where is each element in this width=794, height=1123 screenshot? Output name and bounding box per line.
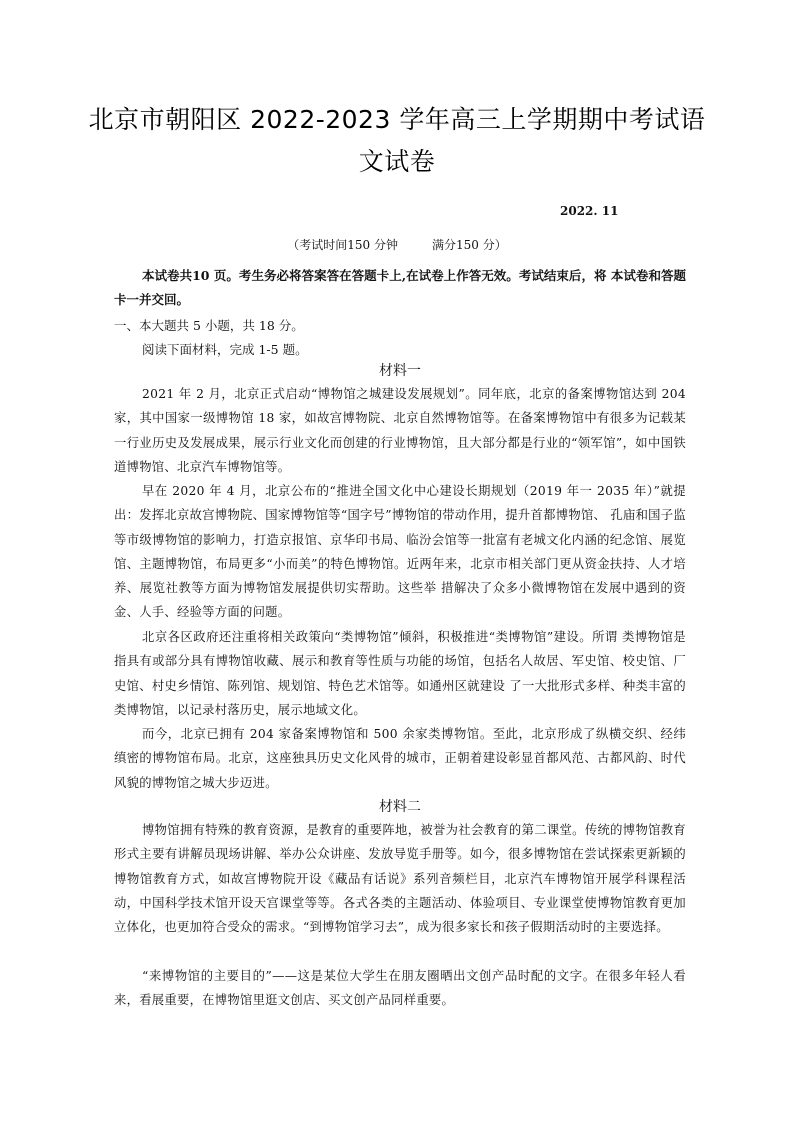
- exam-date: 2022. 11: [560, 204, 619, 218]
- exam-title-line2: 文试卷: [358, 147, 436, 176]
- material1-paragraph-4: 而今，北京已拥有 204 家备案博物馆和 500 余家类博物馆。至此，北京形成了纵横交织、经纬缜密的博物馆布局。北京，这座独具历史文化风骨的城市，正朝着建设彰显首都风范、古都风韵、时代风貌的博物馆之城大步迈进。: [114, 727, 686, 790]
- material2-paragraph-1: 博物馆拥有特殊的教育资源，是教育的重要阵地，被誉为社会教育的第二课堂。传统的博物馆教育形式主要有讲解员现场讲解、举办公众讲座、发放导览手册等。如今，很多博物馆在尝试探索更新颖的博物馆教育方式，如故宫博物院开设《藏品有话说》系列音频栏目，北京汽车博物馆开展学科课程活动，中国科学技术馆开设天宫课堂等等。各式各类的主题活动、体验项目、专业课堂使博物馆教育更加立体化，也更加符合受众的需求。“到博物馆学习去”，成为很多家长和孩子假期活动时的主要选择。: [114, 823, 686, 935]
- exam-notice: 本试卷共10 页。考生务必将答案答在答题卡上,在试卷上作答无效。考试结束后，将 本试卷和答题卡一并交回。: [114, 268, 686, 307]
- material1-paragraph-3: 北京各区政府还注重将相关政策向“类博物馆”倾斜，积极推进“类博物馆”建设。所谓 类博物馆是指具有或部分具有博物馆收藏、展示和教育等性质与功能的场馆，包括名人故居、军史馆、校史馆、厂史馆、村史乡情馆、陈列馆、规划馆、特色艺术馆等。如通州区就建设 了一大批形式多样、种类丰富的类博物馆，以记录村落历史，展示地域文化。: [114, 630, 686, 717]
- exam-time-score: [0, 236, 794, 253]
- material1-heading: 材料一: [379, 363, 421, 379]
- exam-time: （考试时间150 分钟: [287, 238, 398, 252]
- exam-title-line1: 北京市朝阳区 2022-2023 学年高三上学期期中考试语: [88, 105, 706, 134]
- part1-heading: 一、本大题共 5 小题，共 18 分。: [114, 318, 304, 333]
- material1-paragraph-2: 早在 2020 年 4 月，北京公布的“推进全国文化中心建设长期规划（2019 年一 2035 年）”就提出：发挥北京故宫博物院、国家博物馆等“国字号”博物馆的带动作用，提升首都博物馆、 孔庙和国子监等市级博物馆的影响力，打造京报馆、京华印书局、临汾会馆等一批富有老城文化内涵的纪念馆、展览馆、主题博物馆，布局更多“小而美”的特色博物馆。近两年来，北京市相关部门更从资金扶持、人才培养、展览社教等方面为博物馆发展提供切实帮助。这些举 措解决了众多小微博物馆在发展中遇到的资金、人手、经验等方面的问题。: [114, 484, 686, 620]
- material1-paragraph-1: 2021 年 2 月，北京正式启动“博物馆之城建设发展规划”。同年底，北京的备案博物馆达到 204 家，其中国家一级博物馆 18 家，如故宫博物院、北京自然博物馆等。在备案博物馆中有很多为记载某一行业历史及发展成果，展示行业文化而创建的行业博物馆，且大部分都是行业的“领军馆”，如中国铁道博物馆、北京汽车博物馆等。: [114, 387, 686, 474]
- material2-paragraph-2: “来博物馆的主要目的”——这是某位大学生在朋友圈晒出文创产品时配的文字。在很多年轻人看来，看展重要，在博物馆里逛文创店、买文创产品同样重要。: [114, 969, 686, 1008]
- material2-heading: 材料二: [379, 799, 421, 815]
- reading-instruction: 阅读下面材料，完成 1-5 题。: [142, 342, 308, 357]
- exam-score: 满分150 分）: [432, 238, 507, 252]
